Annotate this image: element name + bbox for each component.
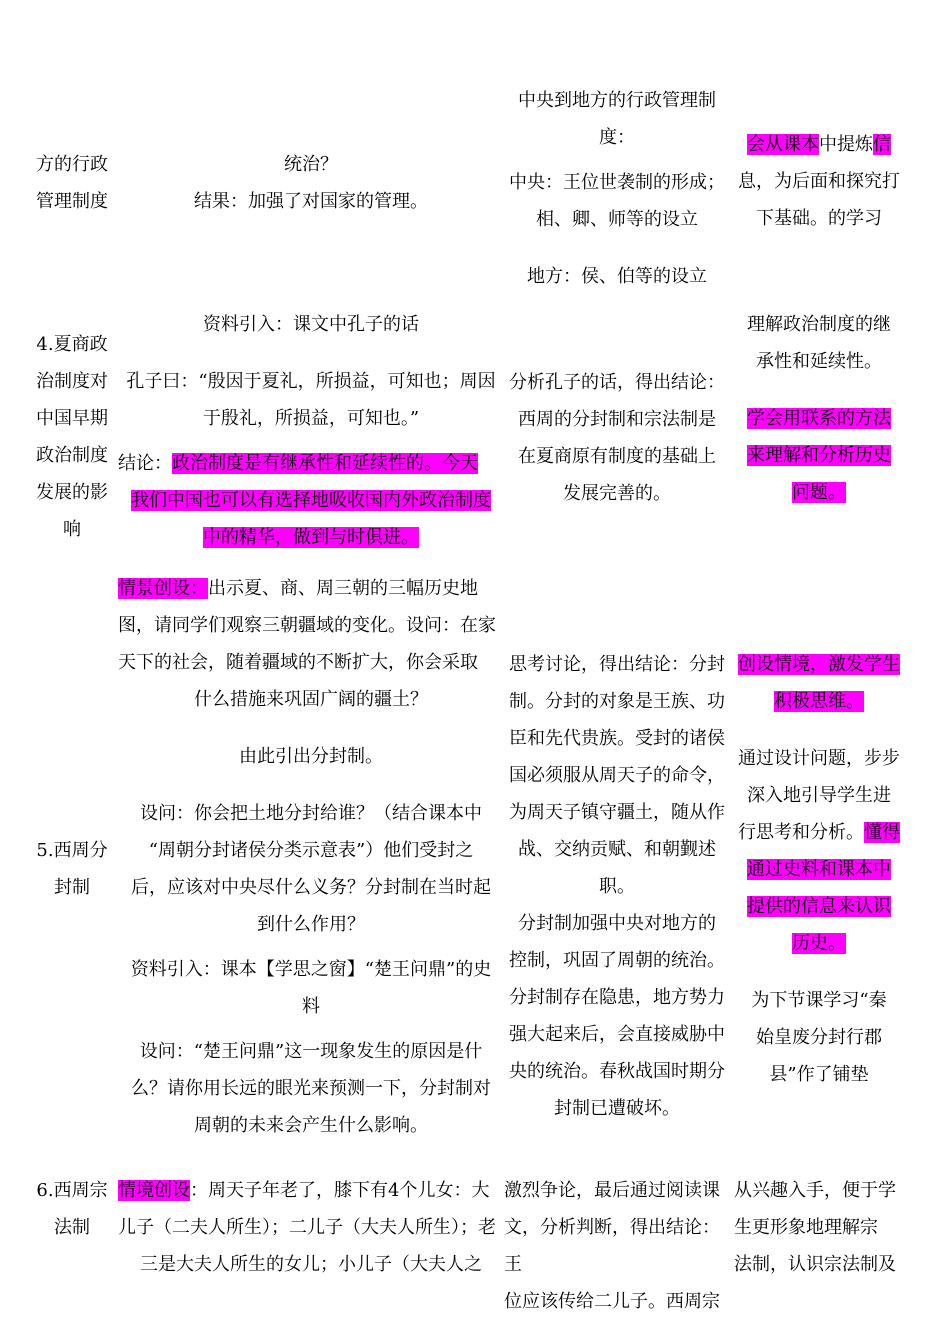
- row5-intent-line: [734, 683, 904, 720]
- highlight: 积极思维。: [774, 691, 864, 712]
- row5-q2-line: 设问：“楚王问鼎”这一现象发生的原因是什: [139, 1041, 483, 1062]
- row6-scene-line: [118, 1172, 504, 1209]
- highlight: 中的精华，做到与时俱进。: [203, 527, 419, 548]
- row4-quote-line: 孔子曰：“殷因于夏礼，所损益，可知也；周因: [126, 371, 496, 392]
- row5-topic-line: 5.西周分: [36, 840, 108, 861]
- row5-q2-line: 么？请你用长远的眼光来预测一下，分封制对: [131, 1078, 491, 1099]
- row5-q1-line: 后，应该对中央尽什么义务？分封制在当时起: [131, 877, 491, 898]
- row5-intent-line: 始皇废分封行郡: [756, 1027, 882, 1048]
- highlight: 懂得: [864, 822, 900, 843]
- row5-student-line: 国必须服从周天子的命令，: [509, 765, 725, 786]
- row6-scene-line: 儿子（二夫人所生）；二儿子（大夫人所生）；老: [118, 1217, 496, 1238]
- row5-q1-line: “周朝分封诸侯分类示意表”）他们受封之: [148, 840, 474, 861]
- prev-activity-cell: [118, 146, 504, 220]
- row5-intent-line: 为下节课学习“秦: [751, 990, 887, 1011]
- row5-student-line: 强大起来后，会直接威胁中: [509, 1024, 725, 1045]
- plain-text: ：周天子年老了，膝下有4个儿女：大: [190, 1180, 490, 1201]
- row6-topic-line: 法制: [54, 1217, 90, 1238]
- row4-topic-line: 中国早期: [36, 408, 108, 429]
- row4-activity-cell: [118, 306, 504, 556]
- row5-student-line: 分封制加强中央对地方的: [518, 913, 716, 934]
- row5-intent-line: [734, 851, 904, 888]
- plain-text: 中提炼: [819, 134, 873, 155]
- prev-topic-cell: [22, 146, 122, 220]
- row5-intent-line: [734, 646, 904, 683]
- row4-conclusion-line: [118, 519, 504, 556]
- row5-activity-cell: [118, 570, 504, 1144]
- row5-scene-line: 图，请同学们观察三朝疆域的变化。设问：在家: [118, 615, 496, 636]
- row5-student-line: 臣和先代贵族。受封的诸侯: [509, 728, 725, 749]
- row4-intent-line: 理解政治制度的继: [747, 314, 891, 335]
- row5-intent-line: [734, 888, 904, 925]
- row5-intent-line: 通过设计问题，步步: [738, 748, 900, 769]
- row5-student-line: 央的统治。春秋战国时期分: [509, 1061, 725, 1082]
- row4-conclusion: [118, 445, 504, 556]
- prev-student-line: 地方：侯、伯等的设立: [527, 266, 707, 287]
- highlight: 情景创设：: [118, 578, 208, 599]
- row5-student-line: 为周天子镇守疆土，随从作: [509, 802, 725, 823]
- row5-intent-line: [734, 925, 904, 962]
- row4-intent-cell: [734, 306, 904, 511]
- plain-text: 出示夏、商、周三朝的三幅历史地: [208, 578, 478, 599]
- highlight: 学会用联系的方法: [747, 408, 891, 429]
- row6-activity-cell: [118, 1172, 504, 1283]
- row4-intent-line: [734, 474, 904, 511]
- row6-intent-line: 生更形象地理解宗: [734, 1217, 878, 1238]
- row6-topic-line: 6.西周宗: [36, 1180, 108, 1201]
- row6-intent-line: 法制，认识宗法制及: [734, 1254, 896, 1275]
- row6-topic-cell: [22, 1172, 122, 1246]
- row6-student-cell: [504, 1172, 730, 1320]
- prev-student-line: 中央到地方的行政管理制: [518, 90, 716, 111]
- conclusion-label: 结论：: [118, 453, 172, 474]
- highlight: 通过史料和课本中: [747, 859, 891, 880]
- prev-activity-line: 统治？: [284, 154, 338, 175]
- row5-student-cell: [504, 646, 730, 1127]
- row5-topic-cell: [22, 832, 122, 906]
- row6-scene-line: 三是大夫人所生的女儿；小儿子（大夫人之: [140, 1254, 482, 1275]
- plain-text: 行思考和分析。: [738, 822, 864, 843]
- highlight: 创设情境，激发学生: [738, 654, 900, 675]
- row5-q2-line: 周朝的未来会产生什么影响。: [194, 1115, 428, 1136]
- row5-student-line: 思考讨论，得出结论：分封: [509, 654, 725, 675]
- row5-intent-line: 县”作了铺垫: [769, 1064, 869, 1085]
- row4-intent-line: 承性和延续性。: [756, 351, 882, 372]
- prev-intent-line: [734, 126, 904, 163]
- highlight: 提供的信息来认识: [747, 896, 891, 917]
- prev-student-line: 中央：王位世袭制的形成；: [509, 172, 725, 193]
- row4-topic-line: 治制度对: [36, 371, 108, 392]
- row5-student-line: 战、交纳贡赋、和朝觐述职。: [518, 839, 716, 897]
- row5-scene-line: 天下的社会，随着疆域的不断扩大，你会采取: [118, 652, 478, 673]
- row5-scene-line: [118, 570, 504, 607]
- row4-intent-line: [734, 437, 904, 474]
- row4-topic-line: 4.夏商政: [36, 334, 108, 355]
- row5-student-line: 控制，巩固了周朝的统治。: [509, 950, 725, 971]
- row6-student-line: 激烈争论，最后通过阅读课: [504, 1180, 720, 1201]
- row4-topic-line: 政治制度: [36, 445, 108, 466]
- row4-intent-line: [734, 400, 904, 437]
- row5-intent-line: [734, 814, 904, 851]
- highlight: 信: [873, 134, 891, 155]
- row5-topic-line: 封制: [54, 877, 90, 898]
- row5-student-line: 分封制存在隐患，地方势力: [509, 987, 725, 1008]
- row5-student-line: 封制已遭破坏。: [554, 1098, 680, 1119]
- highlight: 来理解和分析历史: [747, 445, 891, 466]
- row5-source-line: 料: [302, 996, 320, 1017]
- row6-student-line: 位应该传给二儿子。西周宗: [504, 1291, 720, 1312]
- row4-topic-cell: [22, 326, 122, 548]
- row4-quote-line: 于殷礼，所损益，可知也。”: [202, 408, 420, 429]
- row4-student-line: 在夏商原有制度的基础上: [518, 446, 716, 467]
- row4-conclusion-line: [118, 482, 504, 519]
- row5-source-line: 资料引入：课本【学思之窗】“楚王问鼎”的史: [130, 959, 492, 980]
- row5-lead: 由此引出分封制。: [239, 746, 383, 767]
- row6-intent-line: 从兴趣入手，便于学: [734, 1180, 896, 1201]
- row5-q1-line: 设问：你会把土地分封给谁？（结合课本中: [140, 803, 482, 824]
- row4-student-line: 发展完善的。: [563, 483, 671, 504]
- row4-topic-line: 发展的影: [36, 482, 108, 503]
- highlight: 我们中国也可以有选择地吸收国内外政治制度: [131, 490, 491, 511]
- row6-student-line: 文，分析判断，得出结论：王: [504, 1217, 720, 1275]
- row4-student-line: 西周的分封制和宗法制是: [518, 409, 716, 430]
- highlight: 历史。: [792, 933, 846, 954]
- row4-topic-line: 响: [63, 519, 81, 540]
- prev-intent-cell: [734, 126, 904, 237]
- row5-intent-cell: [734, 646, 904, 1093]
- highlight: 会从课本: [747, 134, 819, 155]
- highlight: 问题。: [792, 482, 846, 503]
- row5-q1-line: 到什么作用？: [257, 914, 365, 935]
- prev-student-line: 度：: [599, 127, 635, 148]
- row4-student-cell: [504, 364, 730, 512]
- prev-student-cell: [504, 82, 730, 295]
- prev-topic-line: 管理制度: [36, 191, 108, 212]
- row5-student-line: 制。分封的对象是王族、功: [509, 691, 725, 712]
- prev-student-line: 相、卿、师等的设立: [536, 209, 698, 230]
- prev-intent-line: 息，为后面和探究打: [738, 171, 900, 192]
- row4-student-line: 分析孔子的话，得出结论：: [509, 372, 725, 393]
- prev-topic-line: 方的行政: [36, 154, 108, 175]
- prev-activity-line: 结果：加强了对国家的管理。: [194, 191, 428, 212]
- row5-scene-line: 什么措施来巩固广阔的疆土？: [194, 689, 428, 710]
- prev-intent-line: 下基础。的学习: [756, 208, 882, 229]
- highlight: 情境创设: [118, 1180, 190, 1201]
- row4-source: 资料引入：课文中孔子的话: [203, 314, 419, 335]
- row6-intent-cell: [734, 1172, 906, 1283]
- row4-conclusion-line: [118, 445, 504, 482]
- highlight: 政治制度是有继承性和延续性的。今天: [172, 453, 478, 474]
- row5-intent-line: 深入地引导学生进: [747, 785, 891, 806]
